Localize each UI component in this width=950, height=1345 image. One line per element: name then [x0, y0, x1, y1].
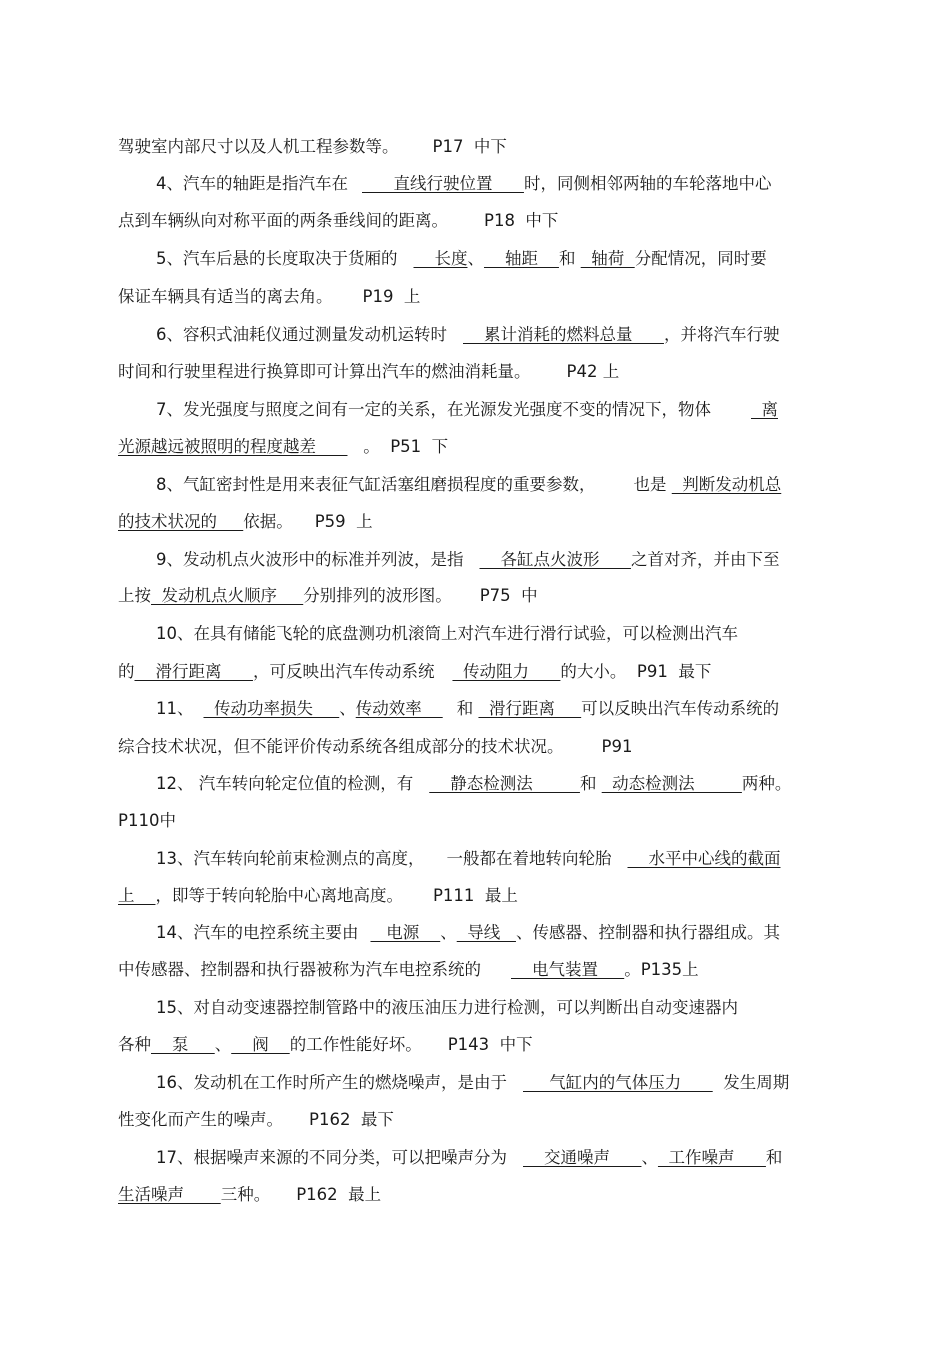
text-run: 性变化而产生的噪声。 [118, 1110, 283, 1129]
text-line [156, 620, 838, 648]
text-line [156, 245, 838, 273]
text-run: 时，同侧相邻两轴的车轮落地中心 [523, 174, 772, 193]
text-line [118, 733, 838, 761]
text-run: P17 中下 [432, 137, 507, 156]
text-line [118, 582, 838, 610]
answer-blank: 动态检测法 [601, 774, 742, 793]
text-line [156, 1069, 838, 1097]
text-line [118, 1031, 838, 1059]
text-run: ，可反映出汽车传动系统 [252, 662, 435, 681]
text-line [118, 882, 838, 910]
text-run: P162 最上 [296, 1185, 382, 1204]
text-line [118, 433, 838, 461]
text-run: 、 [214, 1035, 232, 1054]
answer-blank: 滑行距离 [134, 662, 253, 681]
answer-blank: 判断发动机总 [671, 475, 782, 494]
text-run: P75 中 [479, 586, 538, 605]
text-line [156, 994, 838, 1022]
answer-blank: 传动阻力 [452, 662, 561, 681]
text-run: 综合技术状况，但不能评价传动系统各组成部分的技术状况。 [118, 737, 564, 756]
text-run: 上按 [118, 586, 151, 605]
answer-blank: 轴荷 [580, 249, 635, 268]
text-run: 三种。 [220, 1185, 271, 1204]
text-line [118, 358, 838, 386]
answer-blank: 交通噪声 [523, 1148, 642, 1167]
text-run: 15、对自动变速器控制管路中的液压油压力进行检测，可以判断出自动变速器内 [156, 998, 738, 1017]
text-run: 9、发动机点火波形中的标准并列波，是指 [156, 550, 464, 569]
text-line [118, 1181, 838, 1209]
text-run: P19 上 [362, 287, 421, 306]
text-line [156, 919, 838, 947]
text-run: 8、气缸密封性是用来表征气缸活塞组磨损程度的重要参数， [156, 475, 596, 494]
text-run: 7、发光强度与照度之间有一定的关系，在光源发光强度不变的情况下，物体 [156, 400, 711, 419]
answer-blank: 轴距 [483, 249, 559, 268]
text-line [118, 956, 838, 984]
answer-blank: 水平中心线的截面 [627, 849, 781, 868]
text-run: 、 [641, 1148, 658, 1167]
text-line [156, 170, 838, 198]
answer-blank: 导线 [456, 923, 516, 942]
answer-blank: 长度 [413, 249, 468, 268]
text-run: 和 [765, 1148, 783, 1167]
answer-blank: 电源 [370, 923, 441, 942]
text-line [156, 770, 838, 798]
text-run: 、 [339, 699, 356, 718]
text-line [118, 508, 838, 536]
text-line [118, 283, 838, 311]
text-run: 可以反映出汽车传动系统的 [581, 699, 780, 718]
text-run: 中传感器、控制器和执行器被称为汽车电控系统的 [118, 960, 481, 979]
answer-blank: 工作噪声 [657, 1148, 766, 1167]
text-line [156, 321, 838, 349]
answer-blank: 上 [118, 886, 156, 905]
text-run: 驾驶室内部尺寸以及人机工程参数等。 [118, 137, 399, 156]
text-run: 点到车辆纵向对称平面的两条垂线间的距离。 [118, 211, 448, 230]
answer-blank: 静态检测法 [429, 774, 580, 793]
answer-blank: 泵 [151, 1035, 215, 1054]
text-run: P91 [601, 737, 633, 756]
text-run: 、 [467, 249, 484, 268]
text-run: 4、汽车的轴距是指汽车在 [156, 174, 348, 193]
text-run: 14、汽车的电控系统主要由 [156, 923, 359, 942]
answer-blank: 各缸点火波形 [479, 550, 631, 569]
text-run: 也是 [633, 475, 672, 494]
text-run: P111 最上 [432, 886, 518, 905]
text-run: P143 中下 [447, 1035, 533, 1054]
text-run: 两种。 [741, 774, 792, 793]
text-run: ，即等于转向轮胎中心离地高度。 [155, 886, 403, 905]
text-run: 17、根据噪声来源的不同分类，可以把噪声分为 [156, 1148, 507, 1167]
text-run: 时间和行驶里程进行换算即可计算出汽车的燃油消耗量。 [118, 362, 531, 381]
text-run: P110中 [118, 811, 176, 830]
text-run: 保证车辆具有适当的离去角。 [118, 287, 333, 306]
text-run: 12、 汽车转向轮定位值的检测，有 [156, 774, 414, 793]
text-line [118, 658, 838, 686]
text-run: P42 上 [566, 362, 620, 381]
text-run: 、 [440, 923, 457, 942]
text-run: 和 [579, 774, 602, 793]
text-run: 一般都在着地转向轮胎 [446, 849, 612, 868]
text-run: 的大小。 P91 最下 [560, 662, 712, 681]
text-run: P18 中下 [484, 211, 559, 230]
answer-blank: 累计消耗的燃料总量 [463, 325, 664, 344]
answer-blank: 直线行驶位置 [362, 174, 524, 193]
text-run: ，并将汽车行驶 [663, 325, 780, 344]
answer-blank: 阀 [231, 1035, 290, 1054]
text-run: 之首对齐，并由下至 [630, 550, 780, 569]
text-run: P59 上 [314, 512, 373, 531]
text-line [156, 546, 838, 574]
text-line [156, 845, 838, 873]
text-run: 11、 [156, 699, 194, 718]
text-run: 。P135上 [624, 960, 699, 979]
text-run: 的工作性能好坏。 [289, 1035, 422, 1054]
answer-blank: 传动效率 [355, 699, 443, 718]
answer-blank: 电气装置 [511, 960, 625, 979]
text-run: 6、容积式油耗仪通过测量发动机运转时 [156, 325, 447, 344]
text-line [118, 207, 838, 235]
text-run: 和 [456, 699, 479, 718]
answer-blank: 离 [751, 400, 778, 419]
text-run: 的 [118, 662, 135, 681]
text-line [118, 1106, 838, 1134]
text-line [156, 471, 838, 499]
text-line [118, 133, 838, 161]
text-line [156, 396, 838, 424]
answer-blank: 传动功率损失 [203, 699, 340, 718]
text-line [118, 807, 838, 835]
text-run: 10、在具有储能飞轮的底盘测功机滚筒上对汽车进行滑行试验，可以检测出汽车 [156, 624, 738, 643]
text-run: P162 最下 [309, 1110, 394, 1129]
text-run: 分别排列的波形图。 [303, 586, 452, 605]
text-run: 。 P51 下 [347, 437, 449, 456]
text-run: 发生周期 [712, 1073, 790, 1092]
answer-blank: 气缸内的气体压力 [523, 1073, 713, 1092]
text-run: 分配情况，同时要 [634, 249, 767, 268]
answer-blank: 的技术状况的 [118, 512, 244, 531]
answer-blank: 光源越远被照明的程度越差 [118, 437, 348, 456]
answer-blank: 生活噪声 [118, 1185, 221, 1204]
text-line [156, 695, 838, 723]
text-run: 5、汽车后悬的长度取决于货厢的 [156, 249, 398, 268]
text-run: 和 [558, 249, 581, 268]
text-run: 16、发动机在工作时所产生的燃烧噪声，是由于 [156, 1073, 507, 1092]
text-run: 、传感器、控制器和执行器组成。其 [515, 923, 780, 942]
text-run: 各种 [118, 1035, 151, 1054]
text-run: 依据。 [243, 512, 293, 531]
text-run: 13、汽车转向轮前束检测点的高度， [156, 849, 425, 868]
text-line [156, 1144, 838, 1172]
answer-blank: 滑行距离 [478, 699, 582, 718]
answer-blank: 发动机点火顺序 [151, 586, 304, 605]
